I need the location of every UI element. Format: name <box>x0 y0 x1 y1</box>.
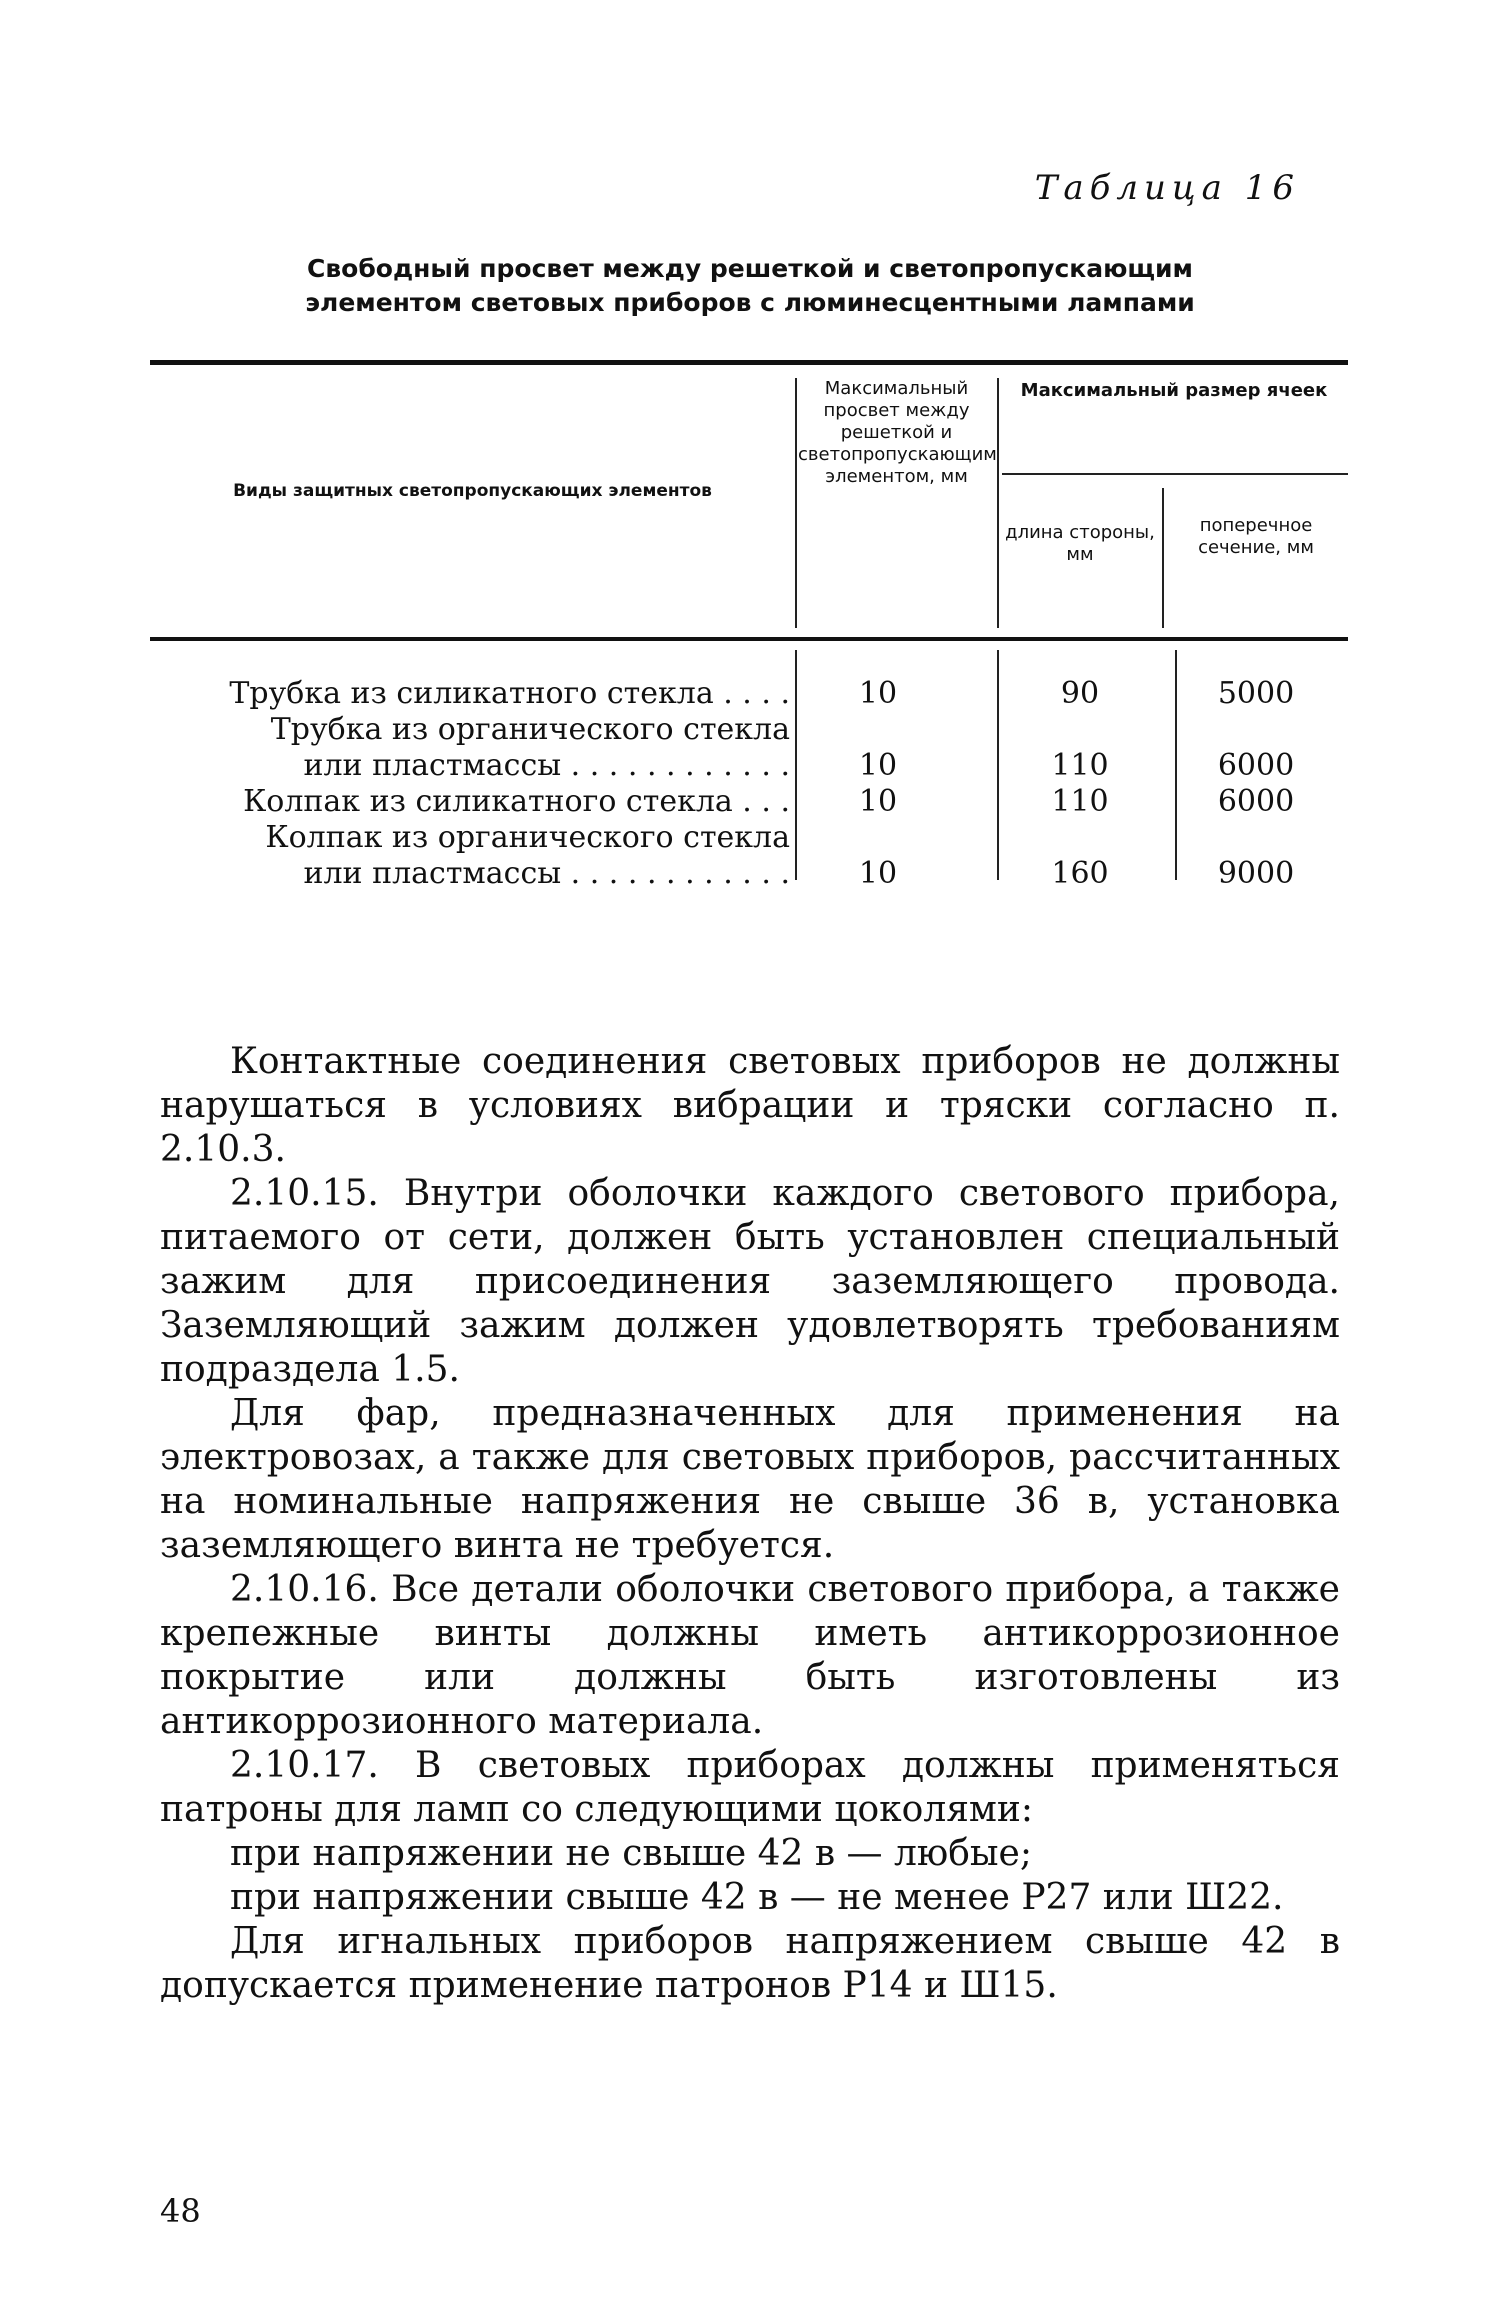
row-side-value: 110 <box>1051 748 1109 783</box>
row-cross-value: 9000 <box>1217 856 1295 891</box>
table-title-line-2: элементом световых приборов с люминесцентными лампами <box>305 288 1195 317</box>
paragraph: 2.10.16. Все детали оболочки светового прибора, а также крепежные винты должны иметь антикоррозионное покрытие или должны быть изготовлены из антикоррозионного материала. <box>160 1569 1340 1742</box>
row-gap-value: 10 <box>858 856 898 891</box>
table-number: Таблица 16 <box>1034 168 1300 208</box>
table-top-rule <box>150 360 1348 365</box>
table-title <box>150 252 1350 320</box>
header-gap: Максимальный просвет между решеткой и светопропускающим элементом, мм <box>798 378 997 487</box>
paragraph: 2.10.17. В световых приборах должны применяться патроны для ламп со следующими цоколями: <box>160 1745 1340 1830</box>
row-side-value: 160 <box>1051 856 1109 891</box>
header-side-length: длина стороны, мм <box>1005 522 1155 565</box>
table-divider <box>795 378 797 628</box>
row-gap-value: 10 <box>858 748 898 783</box>
row-cross-value: 6000 <box>1217 748 1295 783</box>
table-divider <box>1162 488 1164 628</box>
table-title-line-1: Свободный просвет между решеткой и светопропускающим <box>306 254 1193 283</box>
paragraph: 2.10.15. Внутри оболочки каждого светового прибора, питаемого от сети, должен быть установлен специальный зажим для присоединения заземляющего провода. Заземляющий зажим должен удовлетворять требованиям подраздела 1.5. <box>160 1173 1340 1390</box>
row-cross-value: 6000 <box>1217 784 1295 819</box>
paragraph: Контактные соединения световых приборов не должны нарушаться в условиях вибрации и тряски согласно п. 2.10.3. <box>160 1041 1340 1170</box>
table-divider <box>997 378 999 628</box>
row-gap-value: 10 <box>858 676 898 711</box>
table-divider <box>795 650 797 880</box>
row-kind-cont: или пластмассы . . . . . . . . . . . . <box>303 748 790 783</box>
table-header-rule <box>150 637 1348 641</box>
header-kind: Виды защитных светопропускающих элементов <box>233 481 712 501</box>
row-kind: Трубка из органического стекла <box>270 712 790 747</box>
row-cross-value: 5000 <box>1217 676 1295 711</box>
row-kind: Колпак из органического стекла <box>265 820 790 855</box>
row-gap-value: 10 <box>858 784 898 819</box>
row-kind-cont: или пластмассы . . . . . . . . . . . . <box>303 856 790 891</box>
table-divider <box>997 650 999 880</box>
table-subheader-rule <box>1002 473 1348 475</box>
row-kind: Колпак из силикатного стекла . . . <box>243 784 790 819</box>
row-side-value: 110 <box>1051 784 1109 819</box>
paragraph: при напряжении не свыше 42 в — любые; <box>230 1833 1032 1874</box>
body-text <box>160 1040 1340 2008</box>
paragraph: при напряжении свыше 42 в — не менее Р27 или Ш22. <box>230 1877 1284 1918</box>
page-number: 48 <box>160 2192 201 2230</box>
row-kind: Трубка из силикатного стекла . . . . <box>229 676 790 711</box>
row-side-value: 90 <box>1060 676 1100 711</box>
paragraph: Для игнальных приборов напряжением свыше 42 в допускается применение патронов Р14 и Ш15. <box>160 1921 1340 2006</box>
header-max-size: Максимальный размер ячеек <box>1020 380 1328 401</box>
paragraph: Для фар, предназначенных для применения на электровозах, а также для световых приборов, рассчитанных на номинальные напряжения не свыше 36 в, установка заземляющего винта не требуется. <box>160 1393 1340 1566</box>
header-cross-section: поперечное сечение, мм <box>1198 515 1314 558</box>
